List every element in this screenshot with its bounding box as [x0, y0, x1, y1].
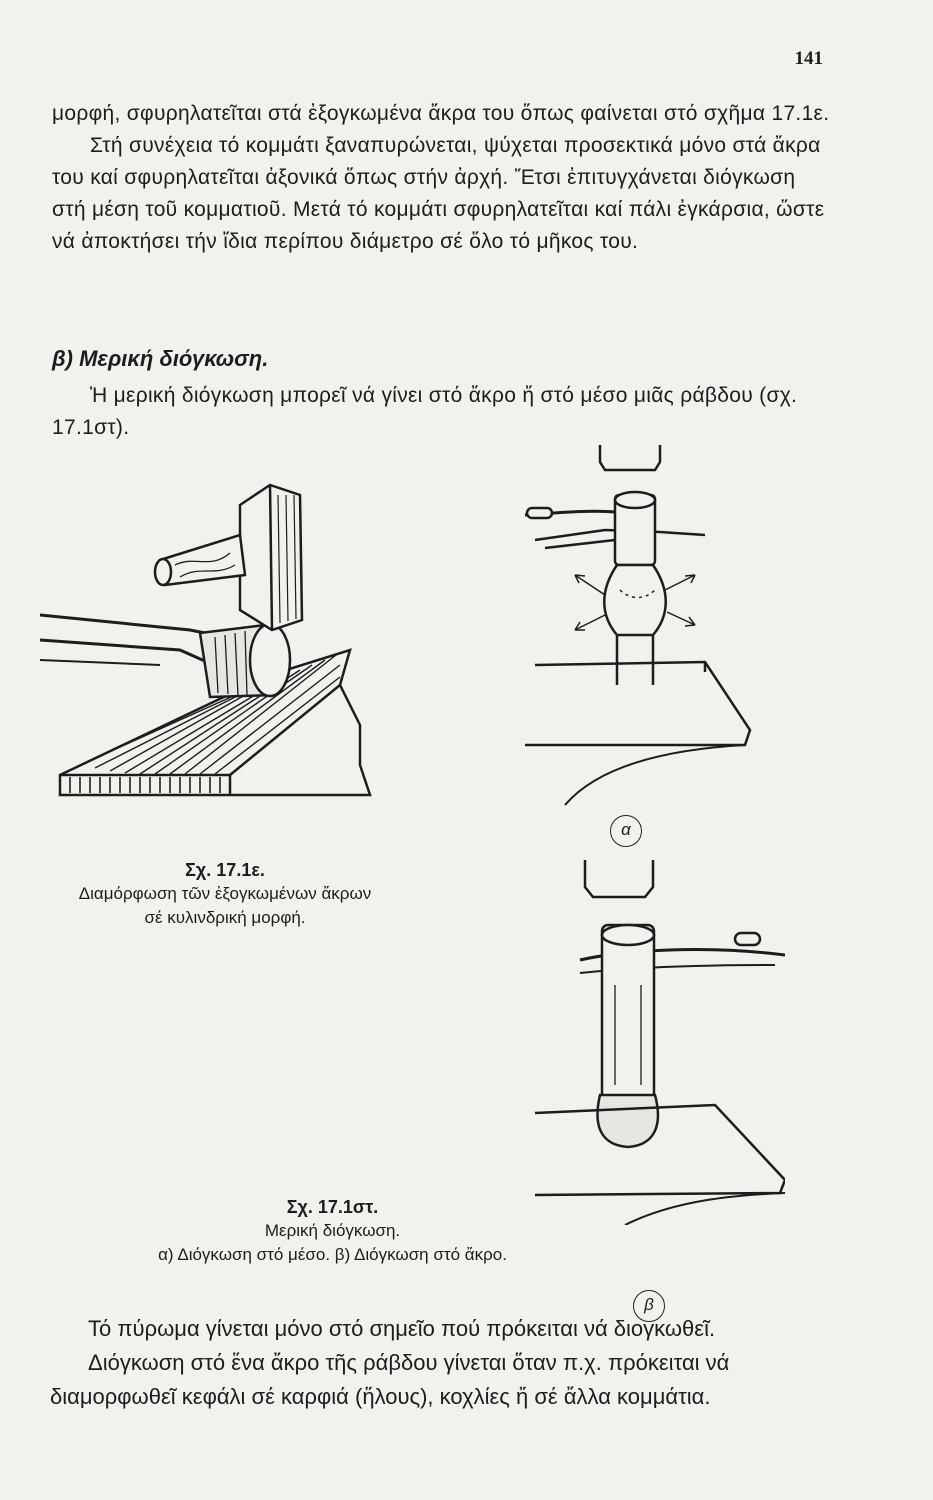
figure-label-a: α [610, 815, 642, 847]
figure-17-1st-caption-line2: α) Διόγκωση στό μέσο. β) Διόγκωση στό ἄκρο. [158, 1245, 507, 1264]
figure-17-1st-caption [95, 1195, 570, 1267]
bottom-text [50, 1312, 850, 1414]
figure-17-1e-caption-line1: Διαμόρφωση τῶν ἐξογκωμένων ἄκρων [78, 884, 372, 903]
figure-17-1st-a-illustration [505, 440, 765, 810]
page-number: 141 [794, 48, 823, 69]
paragraph-end-swelling: Διόγκωση στό ἕνα ἄκρο τῆς ράβδου γίνεται ὅταν π.χ. πρόκειται νά διαμορφωθεῖ κεφάλι σέ καρφιά (ἥλους), κοχλίες ἤ σέ ἄλλα κομμάτια. [50, 1350, 730, 1409]
paragraph-heating-point: Τό πύρωμα γίνεται μόνο στό σημεῖο πού πρόκειται νά διογκωθεῖ. [88, 1316, 716, 1341]
figure-17-1e-illustration [40, 465, 400, 855]
figure-label-b: β [633, 1290, 665, 1322]
figure-17-1st-b-illustration [505, 855, 785, 1225]
figure-17-1e-caption-line2: σέ κυλινδρική μορφή. [144, 908, 306, 927]
paragraph-continuation: μορφή, σφυρηλατεῖται στά ἐξογκωμένα ἄκρα του ὅπως φαίνεται στό σχῆμα 17.1ε. [52, 102, 830, 125]
figure-17-1st-caption-line1: Μερική διόγκωση. [264, 1221, 401, 1240]
figure-17-1st-title: Σχ. 17.1στ. [286, 1197, 379, 1217]
section-text [52, 380, 832, 444]
section-paragraph: Ἡ μερική διόγκωση μπορεῖ νά γίνει στό ἄκρο ἤ στό μέσο μιᾶς ράβδου (σχ. 17.1στ). [52, 384, 798, 439]
figure-17-1e-caption [40, 858, 410, 930]
section-heading: β) Μερική διόγκωση. [52, 346, 269, 371]
top-text [52, 98, 832, 258]
figure-17-1e-title: Σχ. 17.1ε. [185, 860, 265, 880]
paragraph-reheating: Στή συνέχεια τό κομμάτι ξαναπυρώνεται, ψύχεται προσεκτικά μόνο στά ἄκρα του καί σφυρηλατεῖται ἀξονικά ὅπως στήν ἀρχή. Ἔτσι ἐπιτυγχάνεται διόγκωση στή μέση τοῦ κομματιοῦ. Μετά τό κομμάτι σφυρηλατεῖται καί πάλι ἐγκάρσια, ὥστε νά ἀποκτήσει τήν ἴδια περίπου διάμετρο σέ ὅλο τό μῆκος του. [52, 134, 825, 253]
